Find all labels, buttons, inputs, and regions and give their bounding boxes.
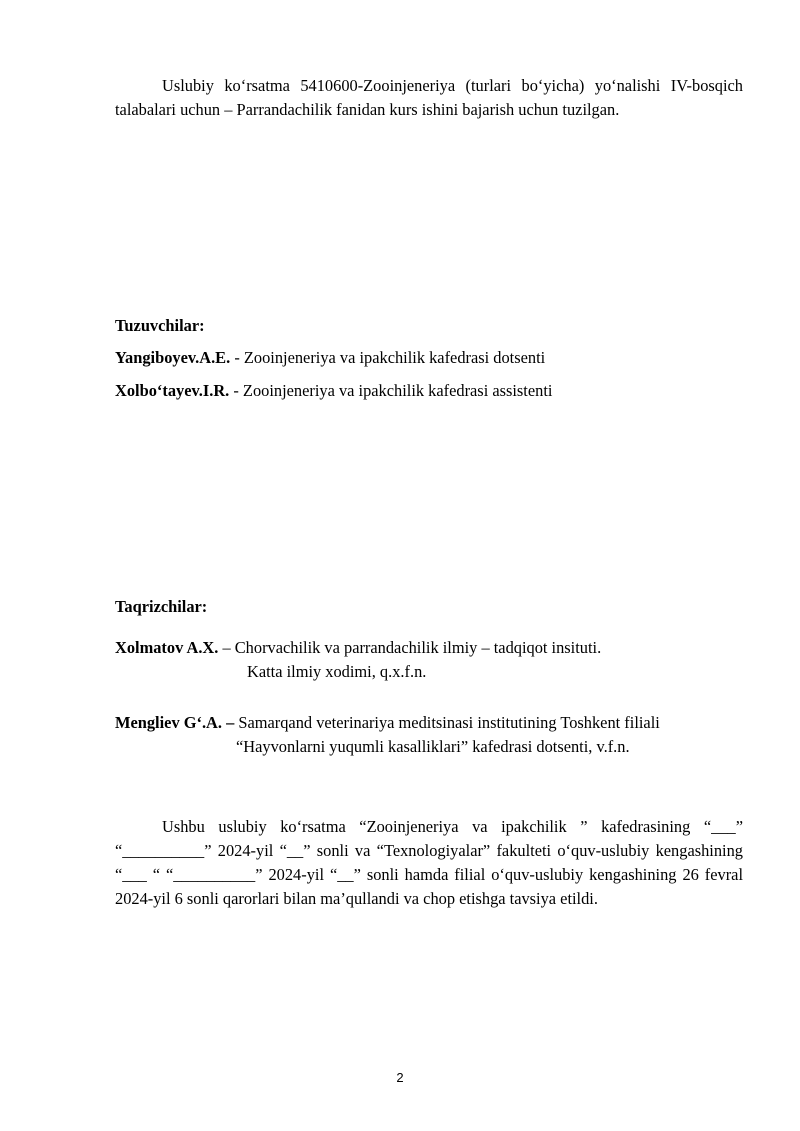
reviewer-affiliation: Samarqand veterinariya meditsinasi institutining Toshkent filiali [234, 713, 660, 732]
reviewer-name: Xolmatov A.X. [115, 638, 219, 657]
reviewer-affiliation: – Chorvachilik va parrandachilik ilmiy – tadqiqot insituti. [218, 638, 602, 657]
compiler-entry [115, 379, 755, 403]
reviewer-entry [115, 636, 755, 660]
page-number: 2 [396, 1070, 404, 1085]
reviewers-heading: Taqrizchilar: [115, 597, 208, 616]
reviewer-title: Katta ilmiy xodimi, q.x.f.n. [247, 662, 427, 681]
compiler-role: - Zooinjeneriya va ipakchilik kafedrasi dotsenti [230, 348, 546, 367]
intro-paragraph: Uslubiy ko‘rsatma 5410600-Zooinjeneriya (turlari bo‘yicha) yo‘nalishi IV-bosqich talabalari uchun – Parrandachilik fanidan kurs ishini bajarish uchun tuzilgan. [115, 76, 743, 119]
compiler-name: Yangiboyev.A.E. [115, 348, 231, 367]
compiler-name: Xolbo‘tayev.I.R. [115, 381, 230, 400]
compiler-entry [115, 346, 755, 370]
compilers-heading: Tuzuvchilar: [115, 316, 205, 335]
approval-paragraph: Ushbu uslubiy ko‘rsatma “Zooinjeneriya va ipakchilik ” kafedrasining “___” “__________” 2024-yil “__” sonli va “Texnologiyalar” fakulteti o‘quv-uslubiy kengashining “___ “ “__________” 2024-yil “__” sonli hamda filial o‘quv-uslubiy kengashining 26 fevral 2024-yil 6 sonli qarorlari bilan ma’qullandi va chop etishga tavsiya etildi. [115, 817, 743, 908]
reviewer-entry [115, 711, 755, 735]
reviewer-name: Mengliev G‘.A. – [115, 713, 235, 732]
reviewer-title: “Hayvonlarni yuqumli kasalliklari” kafedrasi dotsenti, v.f.n. [236, 737, 630, 756]
compiler-role: - Zooinjeneriya va ipakchilik kafedrasi assistenti [229, 381, 553, 400]
